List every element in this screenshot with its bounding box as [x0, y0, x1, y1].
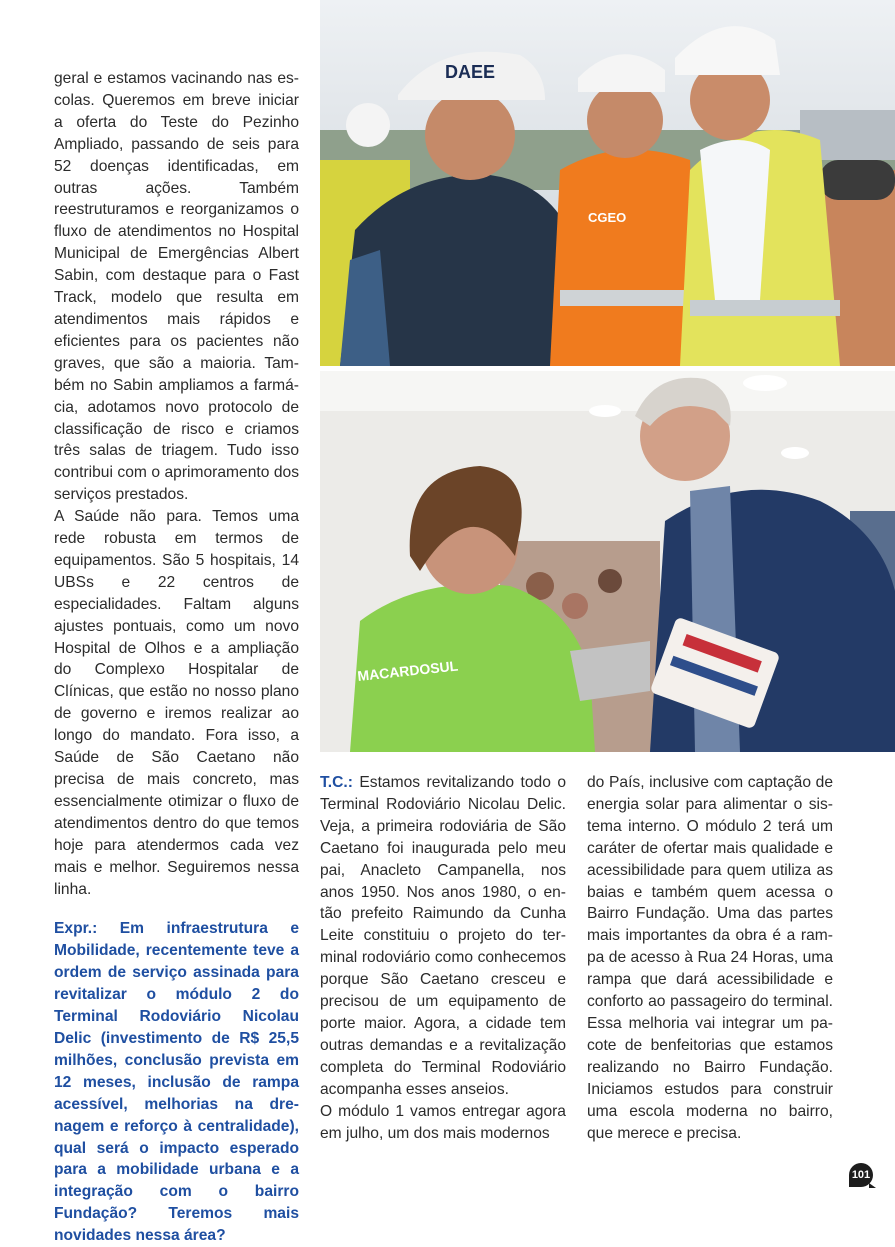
helmet-text: DAEE — [445, 62, 496, 82]
paragraph: geral e estamos vacinando nas escolas. Queremos em breve iniciar a oferta do Teste do Pezinho Ampliado, passando de seis para 52 doenças identificadas, em outras ações. Também reestruturamos e reorganizamos o fluxo de atendimentos no Hospital Municipal de Emergências Albert Sabin, com destaque para o Fast Track, modelo que resulta em atendimentos mais rápidos e eficientes para os pacientes não graves, que são a maioria. Também no Sabin ampliamos a farmácia, adotamos novo protocolo de classificação de risco e criamos três salas de triagem. Tudo isso contribui com o aprimoramento dos serviços prestados. — [54, 70, 299, 504]
interview-question: Expr.: Em infraestrutura e Mobilidade, recentemente teve a ordem de serviço assinada para revitalizar o módulo 2 do Terminal Rodoviário Nicolau Delic (investimento de R$ 25,5 milhões, conclusão prevista em 12 meses, inclusão de rampa acessível, melhorias na drenagem e reforço à centralidade), qual será o impacto esperado para a mobilidade urbana e a integração com o bairro Fundação? Teremos mais novidades nessa área? — [54, 920, 299, 1245]
paragraph: do País, inclusive com captação de energia solar para alimentar o sistema interno. O módulo 2 terá um caráter de ofertar mais qualidade e acessibilidade para quem utiliza as baias e também quem acessa o Bairro Fundação. Uma das partes mais importantes da obra é a rampa de acesso à Rua 24 Horas, uma rampa que dará acessibilidade e conforto ao passageiro do terminal. Essa melhoria vai integrar um pacote de benfeitorias que estamos realizando no Bairro Fundação. Iniciamos estudos para construir uma escola moderna no bairro, que merece e precisa. — [587, 774, 833, 1142]
photo-officials-construction-site — [320, 0, 895, 366]
page-number: 101 — [849, 1163, 873, 1187]
paragraph: A Saúde não para. Temos uma rede robusta em termos de equipamentos. São 5 hospitais, 14 UBSs e 22 centros de especialidades. Faltam alguns ajustes pontuais, como um novo Hospital de Olhos e a ampliação do Complexo Hospitalar de Clínicas, que estão no nosso plano de governo e iremos realizar ao longo do mandato. Fora isso, a Saúde de São Caetano não precisa de mais concreto, mas essencialmente otimizar o fluxo de atendimentos dentro do que temos hoje para atendermos cada vez mais e melhor. Seguiremos nessa linha. — [54, 508, 299, 898]
article-column-3 — [587, 772, 833, 1144]
vest-text: CGEO — [588, 210, 627, 225]
article-column-2 — [320, 772, 566, 1144]
paragraph: O módulo 1 vamos entregar agora em julho, um dos mais modernos — [320, 1102, 566, 1142]
photo-mayor-greeting-resident — [320, 371, 895, 752]
paragraph-text: Estamos revitalizando todo o Terminal Rodoviário Nicolau Delic. Veja, a primeira rodoviária de São Caetano foi inaugurada pelo meu pai, Anacleto Campanella, nos anos 1950. Nos anos 1980, o então prefeito Raimundo da Cunha Leite constituiu o projeto do terminal rodoviário como conhecemos porque São Caetano cresceu e precisou de um equipamento de porte maior. Agora, a cidade tem outras demandas e a revitalização completa do Terminal Rodoviário acompanha esses anseios. — [320, 774, 566, 1098]
paragraph — [320, 772, 566, 1101]
article-column-1 — [54, 68, 299, 1247]
shirt-text: MACARDOSUL — [356, 657, 459, 684]
answer-lead: T.C.: — [320, 774, 353, 791]
